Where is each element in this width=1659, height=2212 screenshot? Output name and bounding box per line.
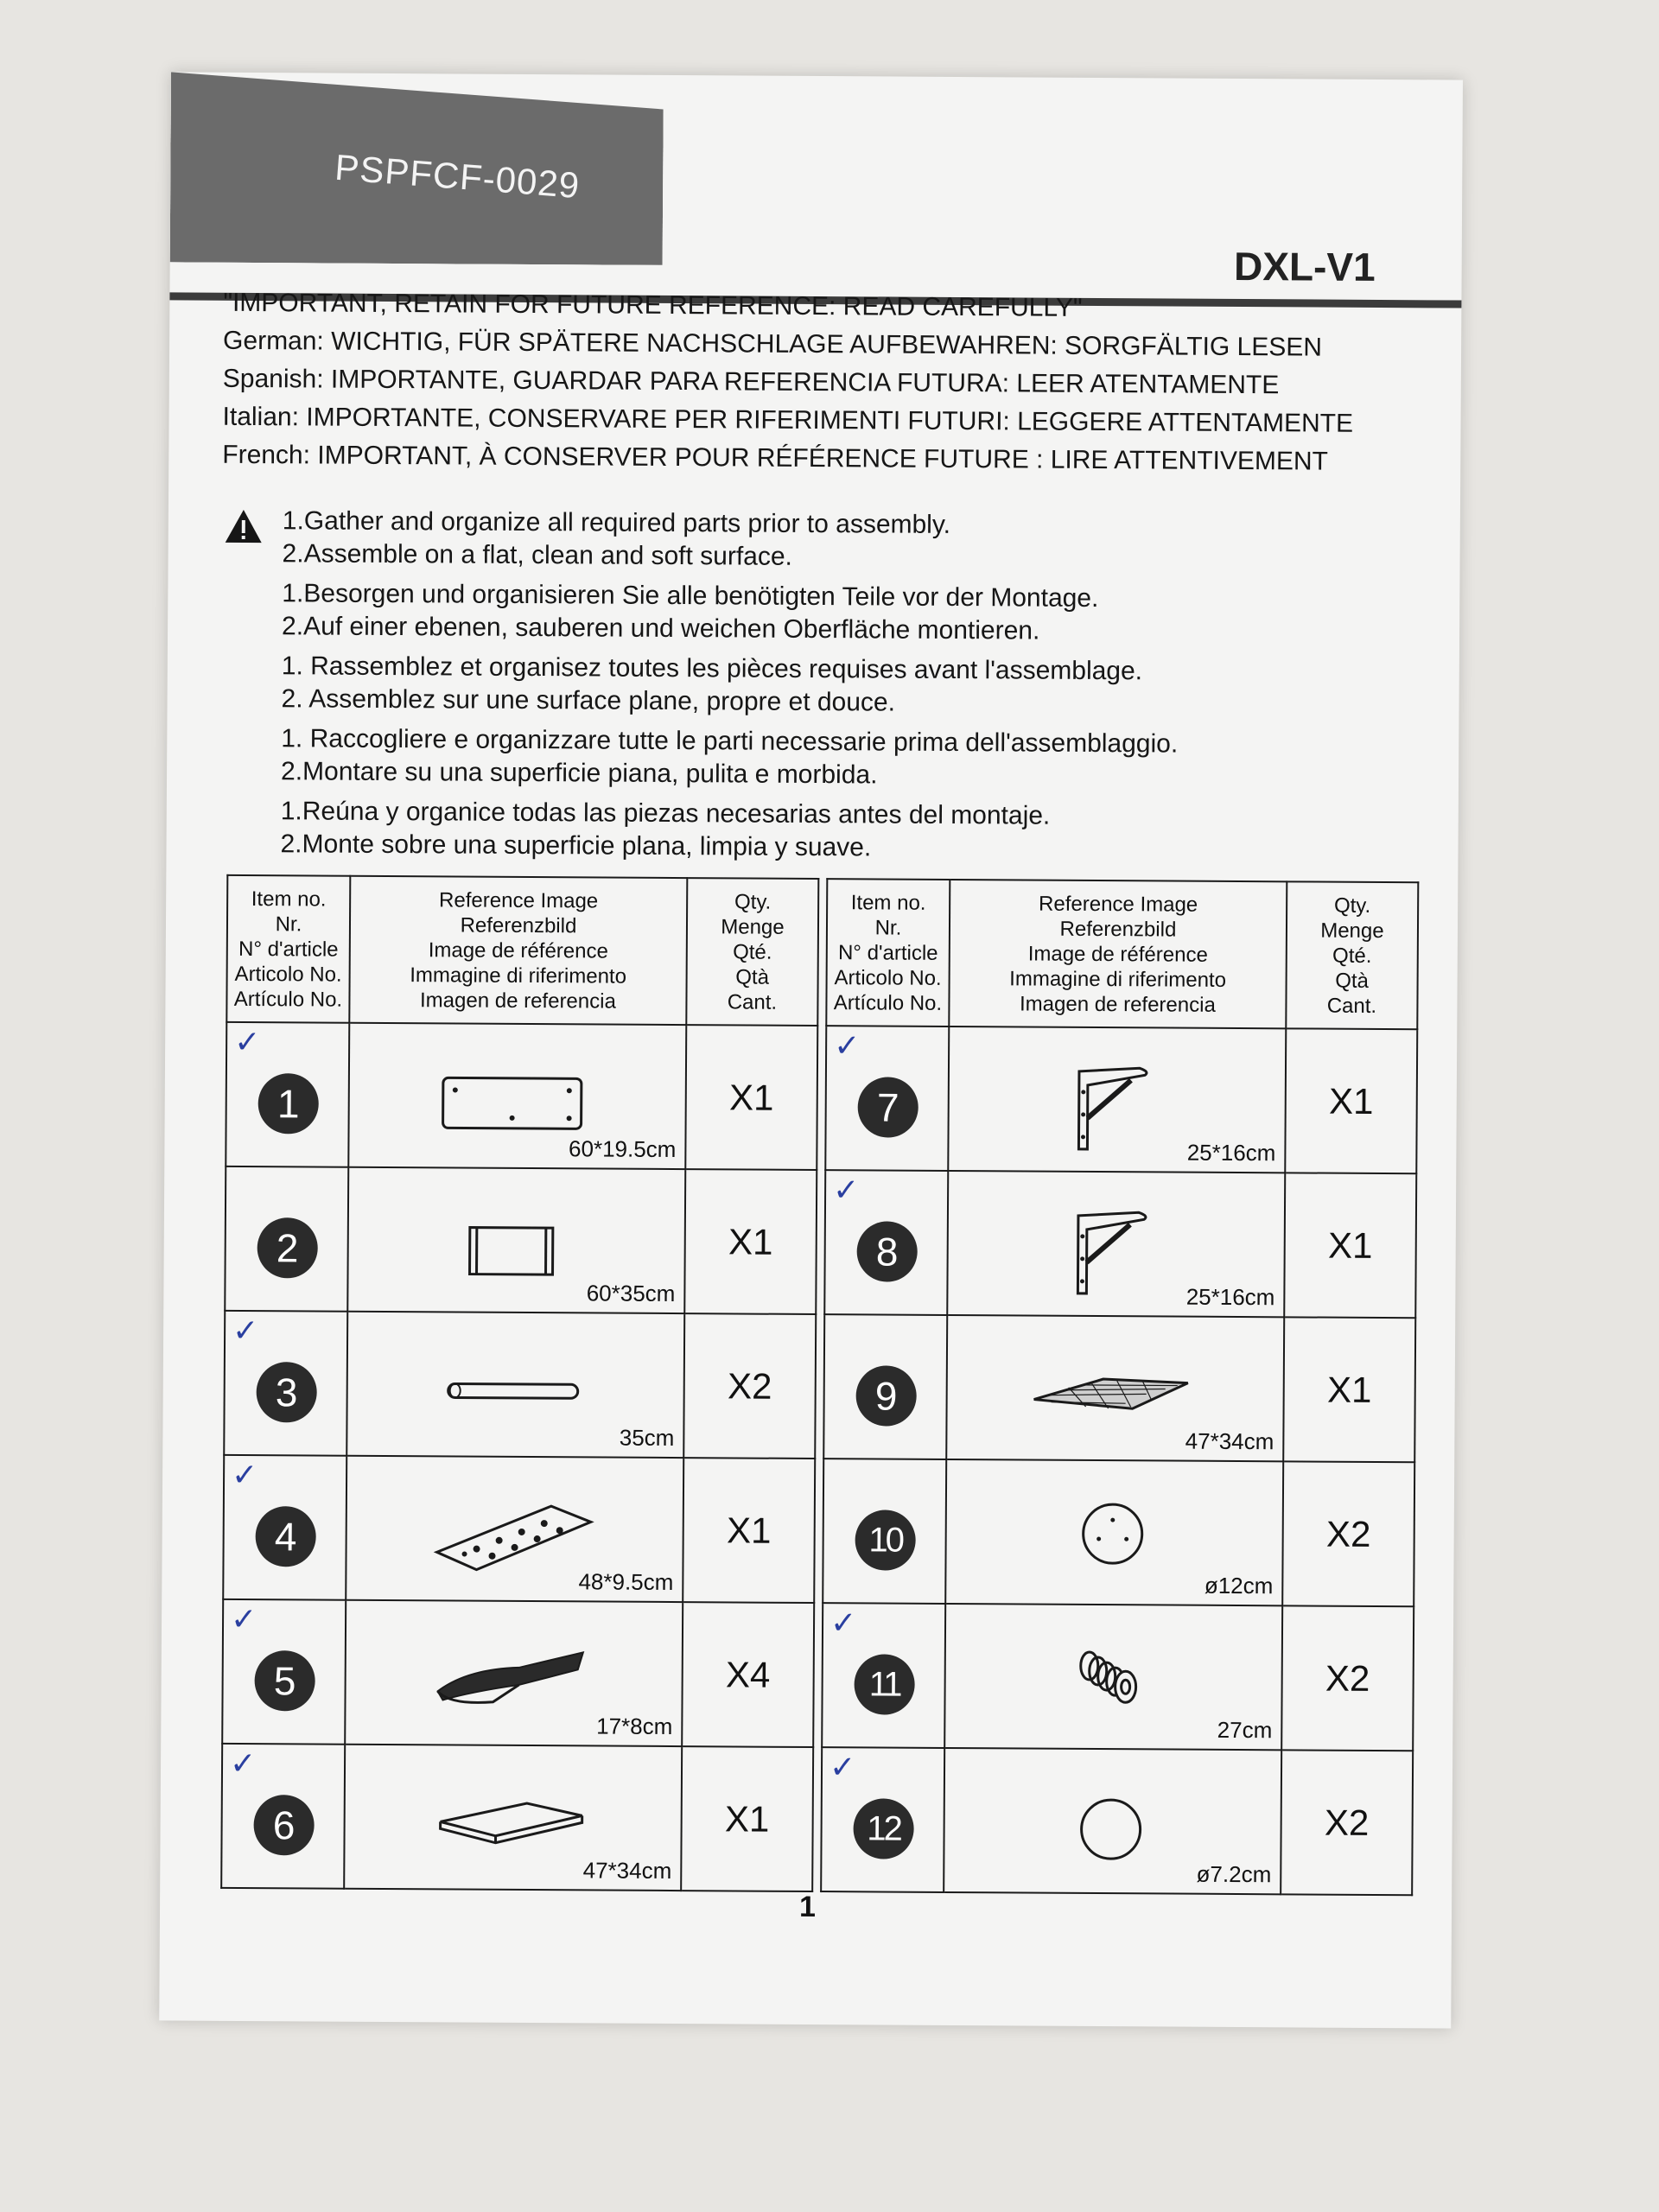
check-mark-icon: ✓ (829, 1750, 856, 1786)
reference-image-cell (946, 1315, 1284, 1461)
header-text: Reference Image (439, 887, 599, 912)
header-text: Cant. (1326, 994, 1377, 1018)
header-text: Immagine di riferimento (410, 963, 627, 988)
item-number-badge: 3 (256, 1362, 316, 1422)
header-text: Artículo No. (833, 990, 943, 1015)
instruction-line: 1.Besorgen und organisieren Sie alle benötigten Teile vor der Montage. (282, 579, 1099, 613)
quantity-cell: X1 (684, 1169, 817, 1314)
table-row (822, 1603, 1414, 1751)
table-row (221, 1744, 813, 1891)
quantity-cell: X1 (1285, 1028, 1417, 1173)
item-number-badge: 10 (855, 1510, 915, 1570)
item-number-cell (825, 1026, 949, 1171)
reference-image-cell (346, 1312, 684, 1458)
parts-table-body (221, 1022, 817, 1891)
check-mark-icon: ✓ (231, 1457, 258, 1494)
header-text: Qté. (733, 939, 772, 964)
part-dimension: 60*35cm (586, 1280, 676, 1307)
table-row (225, 1166, 817, 1314)
quantity-cell: X2 (683, 1313, 816, 1459)
item-number-cell (824, 1170, 948, 1315)
part-dimension: 60*19.5cm (569, 1135, 677, 1163)
quantity-cell: X4 (682, 1602, 814, 1747)
quantity-cell: X1 (685, 1025, 817, 1170)
instruction-line: 1. Raccogliere e organizzare tutte le parti necessarie prima dell'assemblaggio. (281, 724, 1179, 759)
header-text: Imagen de referencia (1019, 991, 1216, 1017)
instructions-italian (220, 722, 1404, 795)
instruction-line: 2.Montare su una superficie piana, pulita e morbida. (280, 757, 878, 790)
warning-line-spanish: Spanish: IMPORTANTE, GUARDAR PARA REFERENCIA FUTURA: LEER ATENTAMENTE (222, 364, 1280, 400)
reference-image-cell (346, 1456, 683, 1602)
reference-image-cell (347, 1167, 685, 1313)
quantity-cell: X1 (1284, 1173, 1416, 1318)
reference-image-cell (348, 1023, 686, 1169)
instructions-german (221, 577, 1405, 650)
header-text: Artículo No. (233, 987, 343, 1012)
instruction-line: 1.Gather and organize all required parts prior to assembly. (282, 506, 951, 539)
table-row (223, 1455, 815, 1603)
instruction-line: 2.Auf einer ebenen, sauberen und weichen Oberfläche montieren. (281, 612, 1040, 645)
header-text: Articolo No. (234, 962, 342, 987)
table-row (226, 1022, 817, 1170)
item-number-badge: 8 (856, 1221, 917, 1281)
table-row (825, 1026, 1417, 1173)
part-dimension: 17*8cm (596, 1713, 673, 1740)
instruction-line: 2.Monte sobre una superficie plana, limpia y suave. (280, 830, 872, 862)
quantity-cell: X1 (1283, 1317, 1415, 1462)
part-dimension: 48*9.5cm (578, 1568, 674, 1596)
quantity-cell: X2 (1281, 1605, 1414, 1751)
part-dimension: 35cm (619, 1424, 675, 1452)
item-number-cell (223, 1455, 346, 1600)
instructions-english (221, 505, 1405, 577)
part-dimension: 27cm (1217, 1716, 1273, 1744)
warning-block (222, 284, 1407, 481)
reference-image-cell (947, 1171, 1285, 1317)
instruction-sheet (159, 72, 1463, 2028)
header-text: Nr. (275, 912, 302, 936)
quantity-cell: X1 (681, 1746, 813, 1891)
part-dimension: 25*16cm (1186, 1139, 1276, 1166)
table-row (224, 1311, 816, 1459)
table-row (222, 1599, 814, 1747)
header-text: Menge (721, 914, 785, 939)
instruction-line: 2. Assemblez sur une surface plane, propre et douce. (281, 684, 896, 717)
reference-image-cell (944, 1748, 1281, 1894)
model-number: DXL-V1 (1233, 243, 1376, 289)
warning-line-german: German: WICHTIG, FÜR SPÄTERE NACHSCHLAGE AUFBEWAHREN: SORGFÄLTIG LESEN (223, 326, 1323, 362)
header-text: Referenzbild (1059, 917, 1177, 942)
header-item-no (226, 875, 350, 1023)
table-row (821, 1747, 1413, 1895)
header-text: Qtà (735, 964, 770, 989)
item-number-badge: 7 (857, 1077, 918, 1137)
reference-image-cell (948, 1027, 1286, 1173)
quantity-cell: X2 (1282, 1461, 1414, 1606)
header-text: N° d'article (238, 937, 339, 962)
reference-image-cell (945, 1459, 1283, 1605)
header-text: Item no. (850, 890, 926, 915)
item-number-cell (823, 1314, 947, 1459)
warning-line-french: French: IMPORTANT, À CONSERVER POUR RÉFÉRENCE FUTURE : LIRE ATTENTIVEMENT (222, 440, 1329, 476)
header-quantity (686, 878, 818, 1026)
header-text: Articolo No. (834, 965, 942, 990)
check-mark-icon: ✓ (230, 1601, 257, 1638)
item-number-cell (225, 1166, 348, 1312)
quantity-cell: X2 (1281, 1750, 1413, 1895)
warning-line-italian: Italian: IMPORTANTE, CONSERVARE PER RIFERIMENTI FUTURI: LEGGERE ATTENTAMENTE (222, 402, 1354, 438)
header-text: Qty. (734, 889, 772, 914)
table-row (824, 1170, 1416, 1318)
item-number-badge: 6 (253, 1795, 314, 1855)
table-header-row (226, 875, 818, 1026)
header-quantity (1286, 881, 1418, 1029)
item-number-cell (822, 1603, 945, 1748)
check-mark-icon: ✓ (830, 1605, 857, 1642)
reference-image-cell (344, 1745, 682, 1891)
item-number-cell (221, 1744, 345, 1889)
header-text: Image de référence (428, 938, 608, 963)
item-number-badge: 1 (258, 1073, 319, 1134)
header-text: Image de référence (1027, 942, 1208, 967)
header-text: Qtà (1335, 969, 1370, 993)
product-code: PSPFCF-0029 (333, 146, 582, 207)
item-number-cell (823, 1459, 946, 1604)
instruction-line: 2.Assemble on a flat, clean and soft surface. (282, 539, 793, 571)
item-number-badge: 9 (855, 1365, 916, 1426)
instruction-line: 1. Rassemblez et organisez toutes les pièces requises avant l'assemblage. (281, 652, 1143, 686)
instruction-line: 1.Reúna y organice todas las piezas necesarias antes del montaje. (280, 797, 1051, 830)
parts-table-right (820, 878, 1419, 1896)
page-number: 1 (798, 1890, 817, 1924)
assembly-instructions (219, 505, 1406, 874)
item-number-badge: 4 (255, 1506, 315, 1567)
header-text: Item no. (251, 887, 327, 912)
header-text: Referenzbild (460, 912, 577, 938)
quantity-cell: X1 (683, 1458, 815, 1603)
header-text: Nr. (874, 915, 902, 940)
item-number-badge: 2 (257, 1217, 317, 1278)
item-number-badge: 5 (254, 1650, 315, 1711)
header-item-no (826, 879, 950, 1027)
header-text: Imagen de referencia (419, 988, 616, 1014)
warning-line-english: "IMPORTANT, RETAIN FOR FUTURE REFERENCE: READ CAREFULLY" (223, 288, 1083, 322)
part-dimension: ø7.2cm (1196, 1860, 1272, 1888)
item-number-badge: 11 (854, 1654, 914, 1714)
header-text: N° d'article (837, 940, 938, 965)
parts-table-body (821, 1026, 1417, 1895)
parts-table-left (220, 874, 819, 1892)
header-text: Qté. (1332, 944, 1372, 968)
table-row (823, 1459, 1414, 1606)
check-mark-icon: ✓ (229, 1745, 257, 1783)
warning-triangle-icon (224, 508, 264, 544)
table-header-row (826, 879, 1418, 1029)
table-row (823, 1314, 1415, 1462)
item-number-badge: 12 (853, 1798, 913, 1859)
check-mark-icon: ✓ (832, 1173, 860, 1209)
item-number-cell (821, 1747, 944, 1892)
header-text: Cant. (727, 989, 778, 1014)
header-text: Menge (1320, 918, 1384, 943)
part-dimension: ø12cm (1204, 1572, 1274, 1599)
part-dimension: 25*16cm (1185, 1283, 1275, 1311)
part-dimension: 47*34cm (582, 1857, 672, 1885)
item-number-cell (222, 1599, 346, 1745)
reference-image-cell (944, 1604, 1282, 1750)
header-text: Reference Image (1039, 892, 1198, 917)
instructions-spanish (219, 795, 1403, 868)
check-mark-icon: ✓ (234, 1024, 261, 1061)
check-mark-icon: ✓ (834, 1028, 861, 1065)
check-mark-icon: ✓ (232, 1313, 259, 1350)
header-text: Qty. (1333, 893, 1371, 918)
item-number-cell (226, 1022, 349, 1167)
header-reference-image (349, 876, 687, 1025)
instructions-french (220, 650, 1404, 722)
header-reference-image (949, 880, 1287, 1028)
reference-image-cell (345, 1600, 683, 1746)
item-number-cell (224, 1311, 347, 1456)
part-dimension: 47*34cm (1185, 1427, 1274, 1455)
header-text: Immagine di riferimento (1009, 966, 1227, 992)
